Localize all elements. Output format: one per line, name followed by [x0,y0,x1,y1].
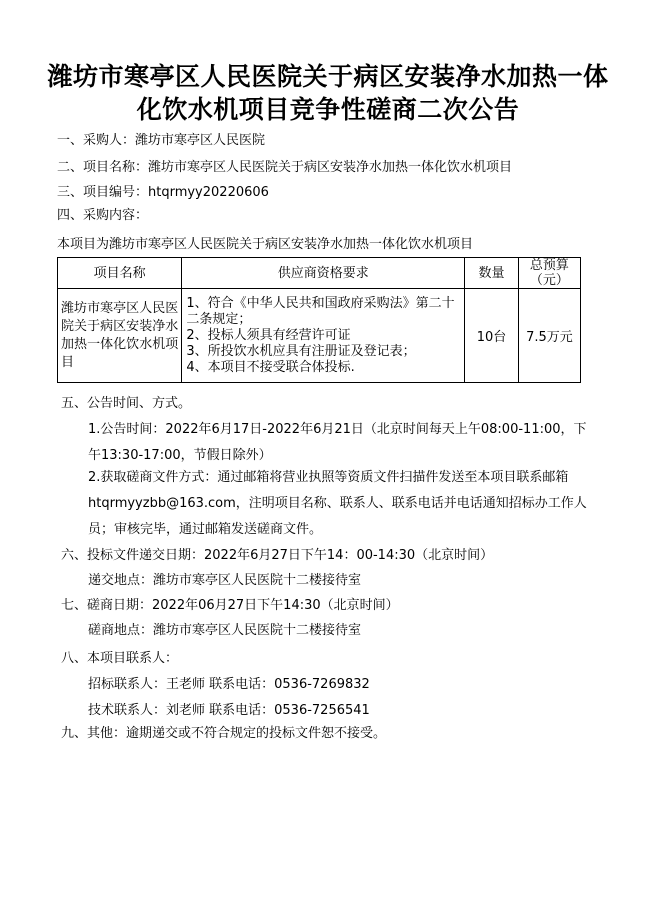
cell-project-name: 潍坊市寒亭区人民医院关于病区安装净水加热一体化饮水机项目 [58,289,182,383]
deadline-location: 递交地点：潍坊市寒亭区人民医院十二楼接待室 [88,573,362,588]
requirement-item: 2、投标人须具有经营许可证 [186,327,351,343]
cell-budget: 7.5万元 [518,289,580,383]
cell-requirements [182,289,465,383]
announcement-time: 1.公告时间：2022年6月17日-2022年6月21日（北京时间每天上午08:00-11:00，下午13:30-17:00，节假日除外） [88,422,587,463]
requirement-item: 1、符合《中华人民共和国政府采购法》第二十二条规定； [186,295,455,327]
table-header-row [58,258,581,289]
project-name-line: 二、项目名称：潍坊市寒亭区人民医院关于病区安装净水加热一体化饮水机项目 [57,160,513,175]
deadline-line: 六、投标文件递交日期：2022年6月27日下午14：00-14:30（北京时间） [61,548,494,563]
negotiation-line: 七、磋商日期：2022年06月27日下午14:30（北京时间） [61,598,399,613]
table-row [58,289,581,383]
page-title: 潍坊市寒亭区人民医院关于病区安装净水加热一体化饮水机项目竞争性磋商二次公告 [47,62,609,124]
cell-quantity: 10台 [465,289,519,383]
contacts-heading: 八、本项目联系人： [61,651,179,666]
requirement-item: 4、本项目不接受联合体投标. [186,359,355,375]
negotiation-location: 磋商地点：潍坊市寒亭区人民医院十二楼接待室 [88,623,362,638]
header-quantity: 数量 [465,258,519,289]
content-heading: 四、采购内容： [57,208,149,223]
other-line: 九、其他：逾期递交或不符合规定的投标文件恕不接受。 [61,726,387,741]
announcement-method: 2.获取磋商文件方式：通过邮箱将营业执照等资质文件扫描件发送至本项目联系邮箱htqrmyyzbb@163.com，注明项目名称、联系人、联系电话并电话通知招标办工作人员；审核完毕，通过邮箱发送磋商文件。 [88,470,587,537]
tech-contact: 技术联系人：刘老师 联系电话：0536-7256541 [88,703,370,718]
purchaser-line: 一、采购人：潍坊市寒亭区人民医院 [57,133,266,148]
procurement-table [57,257,581,383]
requirement-item: 3、所投饮水机应具有注册证及登记表； [186,343,416,359]
project-number-line: 三、项目编号：htqrmyy20220606 [57,185,269,200]
header-requirements: 供应商资格要求 [182,258,465,289]
header-budget: 总预算（元） [518,258,580,289]
content-intro: 本项目为潍坊市寒亭区人民医院关于病区安装净水加热一体化饮水机项目 [57,237,474,252]
tender-contact: 招标联系人：王老师 联系电话：0536-7269832 [88,677,370,692]
header-name: 项目名称 [58,258,182,289]
announcement-heading: 五、公告时间、方式。 [61,396,192,411]
